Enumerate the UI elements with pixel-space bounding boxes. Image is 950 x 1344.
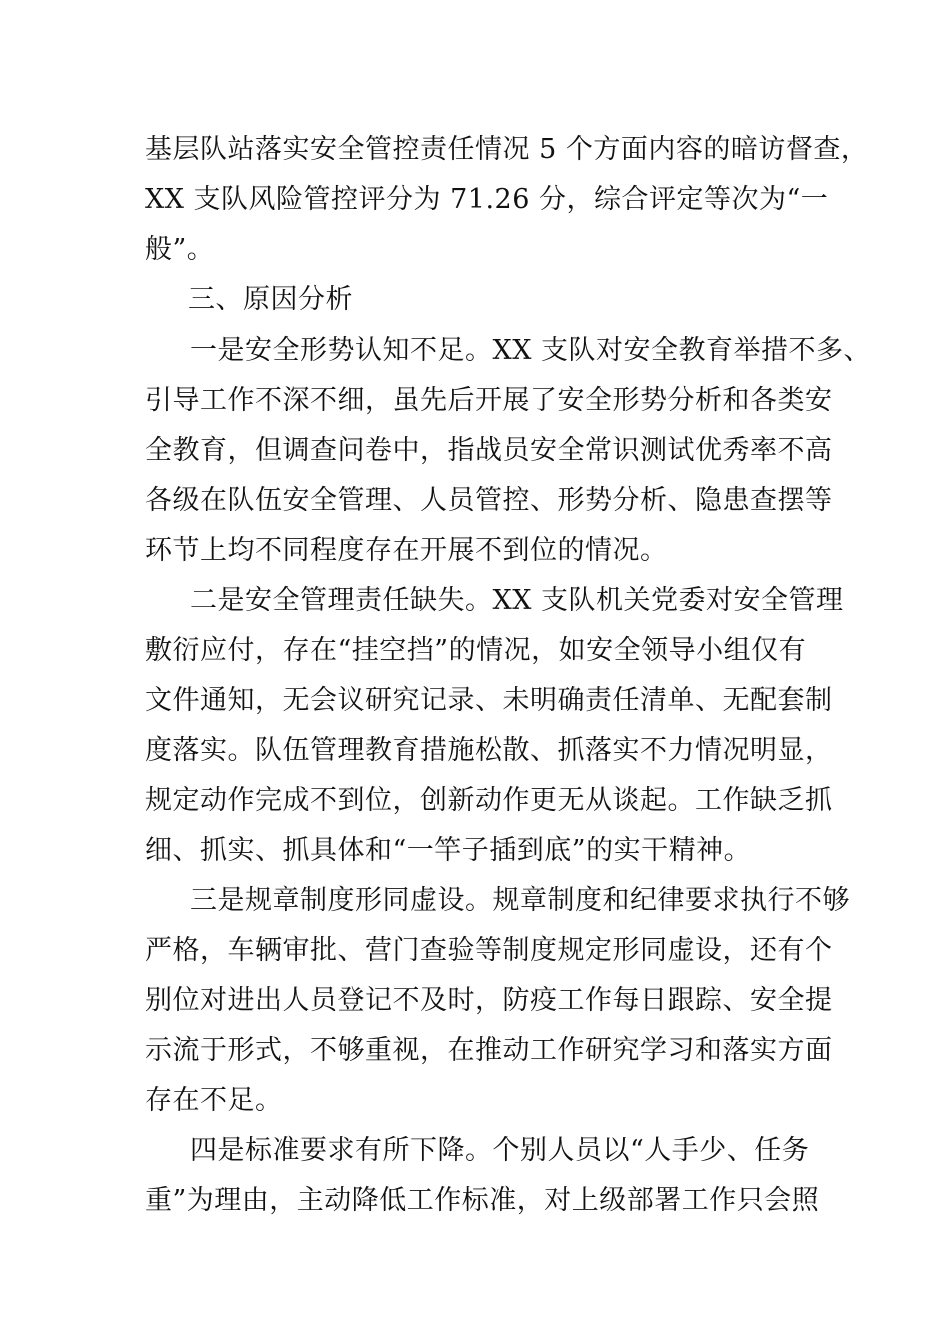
paragraph-line: 度落实。队伍管理教育措施松散、抓落实不力情况明显， xyxy=(145,735,833,766)
paragraph-line: 别位对进出人员登记不及时，防疫工作每日跟踪、安全提 xyxy=(145,985,833,1016)
paragraph-line: 一是安全形势认知不足。XX 支队对安全教育举措不多、 xyxy=(190,335,872,366)
paragraph-line: 重”为理由，主动降低工作标准，对上级部署工作只会照 xyxy=(145,1185,820,1216)
paragraph-line: 四是标准要求有所下降。个别人员以“人手少、任务 xyxy=(190,1135,810,1166)
paragraph-line: 敷衍应付，存在“挂空挡”的情况，如安全领导小组仅有 xyxy=(145,635,807,666)
paragraph-line: 示流于形式，不够重视，在推动工作研究学习和落实方面 xyxy=(145,1035,833,1066)
paragraph-line: 全教育，但调查问卷中，指战员安全常识测试优秀率不高 xyxy=(145,435,833,466)
paragraph-line: 三是规章制度形同虚设。规章制度和纪律要求执行不够 xyxy=(190,885,850,916)
paragraph-line: 二是安全管理责任缺失。XX 支队机关党委对安全管理 xyxy=(190,585,844,616)
paragraph-line: 环节上均不同程度存在开展不到位的情况。 xyxy=(145,535,668,566)
paragraph-line: XX 支队风险管控评分为 71.26 分，综合评定等次为“一 xyxy=(145,184,829,215)
paragraph-line: 各级在队伍安全管理、人员管控、形势分析、隐患查摆等 xyxy=(145,485,833,516)
paragraph-line: 般”。 xyxy=(145,234,215,265)
paragraph-line: 细、抓实、抓具体和“一竿子插到底”的实干精神。 xyxy=(145,835,752,866)
paragraph-line: 文件通知，无会议研究记录、未明确责任清单、无配套制 xyxy=(145,685,833,716)
paragraph-line: 引导工作不深不细，虽先后开展了安全形势分析和各类安 xyxy=(145,385,833,416)
paragraph-line: 存在不足。 xyxy=(145,1085,283,1116)
paragraph-line: 严格，车辆审批、营门查验等制度规定形同虚设，还有个 xyxy=(145,935,833,966)
paragraph-line: 规定动作完成不到位，创新动作更无从谈起。工作缺乏抓 xyxy=(145,785,833,816)
paragraph-line: 基层队站落实安全管控责任情况 5 个方面内容的暗访督查， xyxy=(145,134,869,165)
section-heading: 三、原因分析 xyxy=(188,284,353,315)
